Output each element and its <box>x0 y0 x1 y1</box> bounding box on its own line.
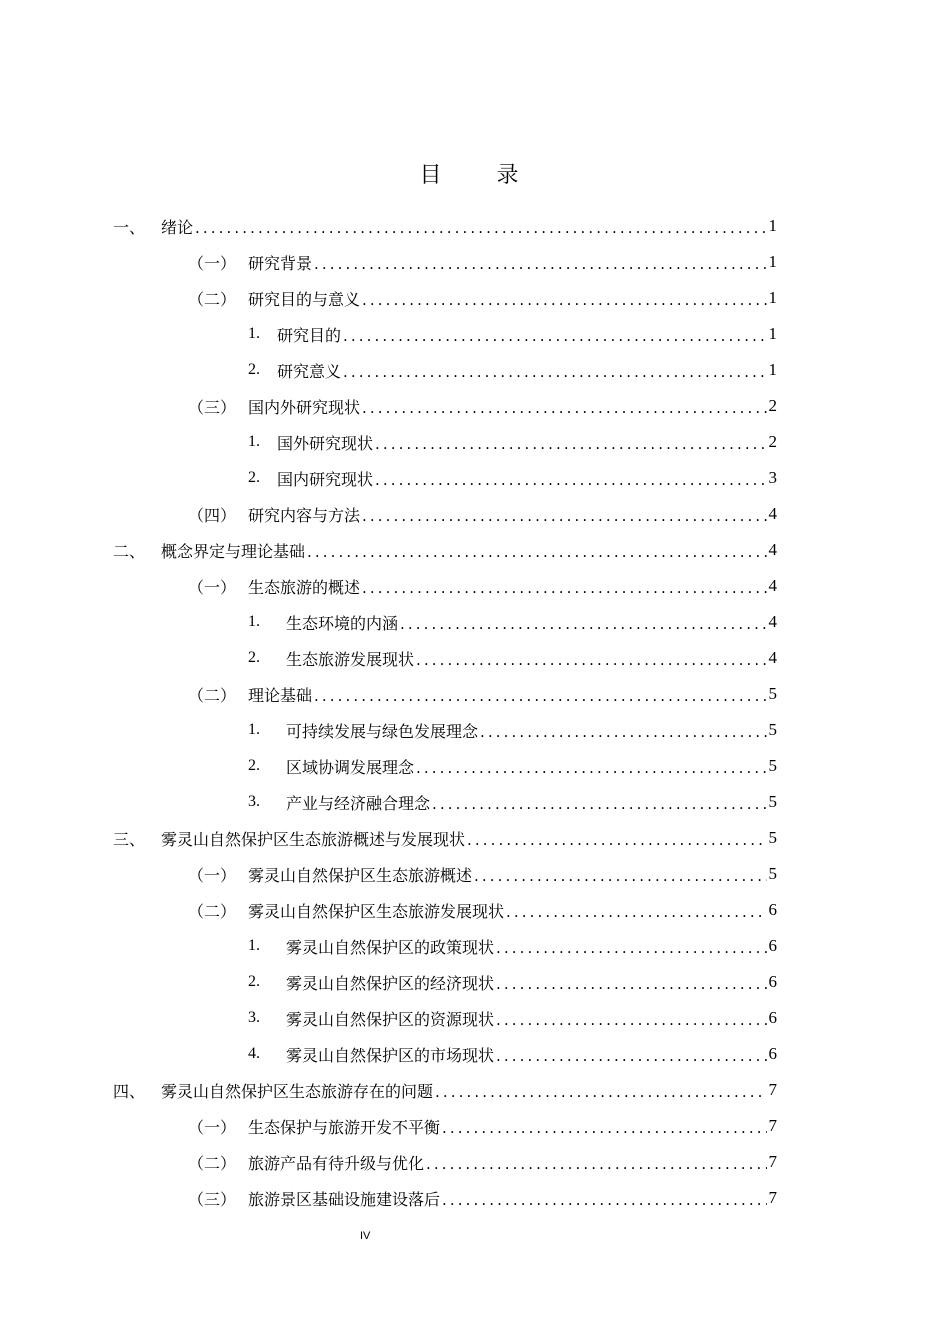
toc-text: 雾灵山自然保护区的经济现状 <box>286 973 495 993</box>
toc-entry[interactable] <box>0 568 777 604</box>
toc-entry[interactable] <box>0 1000 777 1036</box>
toc-page: 5 <box>768 720 777 739</box>
toc-page: 4 <box>768 540 777 559</box>
leader-dots <box>362 401 766 416</box>
toc-page: 2 <box>768 396 777 415</box>
leader-dots <box>480 725 766 740</box>
toc-number: 2. <box>248 361 260 378</box>
toc-page: 2 <box>768 432 777 451</box>
toc-text: 研究背景 <box>248 253 313 273</box>
toc-text: 旅游产品有待升级与优化 <box>248 1153 425 1173</box>
toc-number: （一） <box>188 865 237 885</box>
toc-page: 5 <box>768 864 777 883</box>
leader-dots <box>400 617 766 632</box>
toc-text: 国外研究现状 <box>277 433 374 453</box>
toc-page: 1 <box>768 324 777 343</box>
toc-number: 2. <box>248 649 260 666</box>
leader-dots <box>343 329 766 344</box>
toc-number: （三） <box>188 397 237 417</box>
toc-number: 3. <box>248 793 260 810</box>
toc-page: 1 <box>768 216 777 235</box>
toc-page: 4 <box>768 612 777 631</box>
leader-dots <box>496 977 766 992</box>
toc-entry[interactable] <box>0 1108 777 1144</box>
toc-page: 4 <box>768 504 777 523</box>
toc-page: 5 <box>768 792 777 811</box>
toc-page: 3 <box>768 468 777 487</box>
leader-dots <box>506 905 766 920</box>
toc-text: 区域协调发展理念 <box>286 757 415 777</box>
leader-dots <box>496 1013 766 1028</box>
page-number-footer: IV <box>360 1230 371 1242</box>
toc-entry[interactable] <box>0 280 777 316</box>
toc-text: 雾灵山自然保护区的市场现状 <box>286 1045 495 1065</box>
toc-text: 雾灵山自然保护区的资源现状 <box>286 1009 495 1029</box>
toc-text: 雾灵山自然保护区生态旅游概述与发展现状 <box>161 829 466 849</box>
leader-dots <box>416 761 766 776</box>
leader-dots <box>195 221 766 236</box>
toc-page: 7 <box>768 1188 777 1207</box>
toc-page: 1 <box>768 360 777 379</box>
leader-dots <box>416 653 766 668</box>
toc-page: 4 <box>768 648 777 667</box>
toc-page: 4 <box>768 576 777 595</box>
toc-entry[interactable] <box>0 712 777 748</box>
toc-text: 旅游景区基础设施建设落后 <box>248 1189 441 1209</box>
toc-entry[interactable] <box>0 208 777 244</box>
toc-entry[interactable] <box>0 784 777 820</box>
leader-dots <box>474 869 766 884</box>
toc-text: 国内研究现状 <box>277 469 374 489</box>
toc-entry[interactable] <box>0 640 777 676</box>
toc-text: 研究意义 <box>277 361 342 381</box>
toc-text: 雾灵山自然保护区生态旅游概述 <box>248 865 473 885</box>
toc-page: 5 <box>768 756 777 775</box>
toc-entry[interactable] <box>0 964 777 1000</box>
toc-entry[interactable] <box>0 460 777 496</box>
toc-number: （三） <box>188 1189 237 1209</box>
toc-entry[interactable] <box>0 388 777 424</box>
page-title: 目 录 <box>419 163 543 188</box>
toc-entry[interactable] <box>0 1036 777 1072</box>
toc-number: 1. <box>248 721 260 738</box>
toc-text: 研究内容与方法 <box>248 505 361 525</box>
toc-text: 绪论 <box>161 217 194 237</box>
toc-text: 雾灵山自然保护区的政策现状 <box>286 937 495 957</box>
toc-entry[interactable] <box>0 316 777 352</box>
toc-entry[interactable] <box>0 1180 777 1216</box>
toc-text: 雾灵山自然保护区生态旅游存在的问题 <box>161 1081 434 1101</box>
toc-entry[interactable] <box>0 244 777 280</box>
toc-page: 5 <box>768 828 777 847</box>
toc-entry[interactable] <box>0 748 777 784</box>
toc-entry[interactable] <box>0 1144 777 1180</box>
toc-page: 7 <box>768 1080 777 1099</box>
toc-text: 生态旅游发展现状 <box>286 649 415 669</box>
toc-number: （四） <box>188 505 237 525</box>
leader-dots <box>426 1157 766 1172</box>
toc-entry[interactable] <box>0 424 777 460</box>
toc-number: 3. <box>248 1009 260 1026</box>
toc-entry[interactable] <box>0 856 777 892</box>
toc-text: 研究目的与意义 <box>248 289 361 309</box>
leader-dots <box>442 1121 766 1136</box>
leader-dots <box>362 293 766 308</box>
toc-number: 四、 <box>113 1081 146 1101</box>
toc-text: 理论基础 <box>248 685 313 705</box>
toc-number: 一、 <box>113 217 146 237</box>
toc-text: 研究目的 <box>277 325 342 345</box>
toc-entry[interactable] <box>0 820 777 856</box>
leader-dots <box>343 365 766 380</box>
toc-text: 产业与经济融合理念 <box>286 793 431 813</box>
leader-dots <box>442 1193 766 1208</box>
toc-number: 2. <box>248 757 260 774</box>
toc-text: 生态保护与旅游开发不平衡 <box>248 1117 441 1137</box>
toc-page: 1 <box>768 288 777 307</box>
toc-entry[interactable] <box>0 496 777 532</box>
toc-page: 7 <box>768 1116 777 1135</box>
leader-dots <box>467 833 766 848</box>
leader-dots <box>307 545 766 560</box>
toc-page: 6 <box>768 972 777 991</box>
leader-dots <box>432 797 766 812</box>
toc-number: （二） <box>188 1153 237 1173</box>
toc-page: 7 <box>768 1152 777 1171</box>
toc-page: 1 <box>768 252 777 271</box>
toc-text: 概念界定与理论基础 <box>161 541 306 561</box>
toc-entry[interactable] <box>0 676 777 712</box>
toc-number: （二） <box>188 289 237 309</box>
toc-text: 雾灵山自然保护区生态旅游发展现状 <box>248 901 505 921</box>
leader-dots <box>375 473 766 488</box>
leader-dots <box>496 1049 766 1064</box>
leader-dots <box>375 437 766 452</box>
toc-entry[interactable] <box>0 532 777 568</box>
toc-page: 6 <box>768 900 777 919</box>
toc-entry[interactable] <box>0 604 777 640</box>
toc-number: 1. <box>248 937 260 954</box>
toc-page: 6 <box>768 1008 777 1027</box>
toc-text: 生态旅游的概述 <box>248 577 361 597</box>
toc-number: 2. <box>248 469 260 486</box>
toc-number: （二） <box>188 685 237 705</box>
toc-text: 国内外研究现状 <box>248 397 361 417</box>
toc-number: （一） <box>188 253 237 273</box>
leader-dots <box>362 581 766 596</box>
toc-number: 二、 <box>113 541 146 561</box>
toc-entry[interactable] <box>0 928 777 964</box>
toc-page: 5 <box>768 684 777 703</box>
leader-dots <box>362 509 766 524</box>
toc-number: 1. <box>248 613 260 630</box>
toc-number: 1. <box>248 325 260 342</box>
toc-number: （一） <box>188 577 237 597</box>
toc-number: 三、 <box>113 829 146 849</box>
toc-number: 1. <box>248 433 260 450</box>
leader-dots <box>435 1085 766 1100</box>
toc-number: 4. <box>248 1045 260 1062</box>
toc-entry[interactable] <box>0 1072 777 1108</box>
toc-page: 6 <box>768 936 777 955</box>
leader-dots <box>496 941 766 956</box>
toc-number: 2. <box>248 973 260 990</box>
toc-number: （一） <box>188 1117 237 1137</box>
leader-dots <box>314 689 766 704</box>
toc-page: 6 <box>768 1044 777 1063</box>
toc-number: （二） <box>188 901 237 921</box>
toc-text: 可持续发展与绿色发展理念 <box>286 721 479 741</box>
toc-text: 生态环境的内涵 <box>286 613 399 633</box>
toc-entry[interactable] <box>0 352 777 388</box>
leader-dots <box>314 257 766 272</box>
toc-entry[interactable] <box>0 892 777 928</box>
